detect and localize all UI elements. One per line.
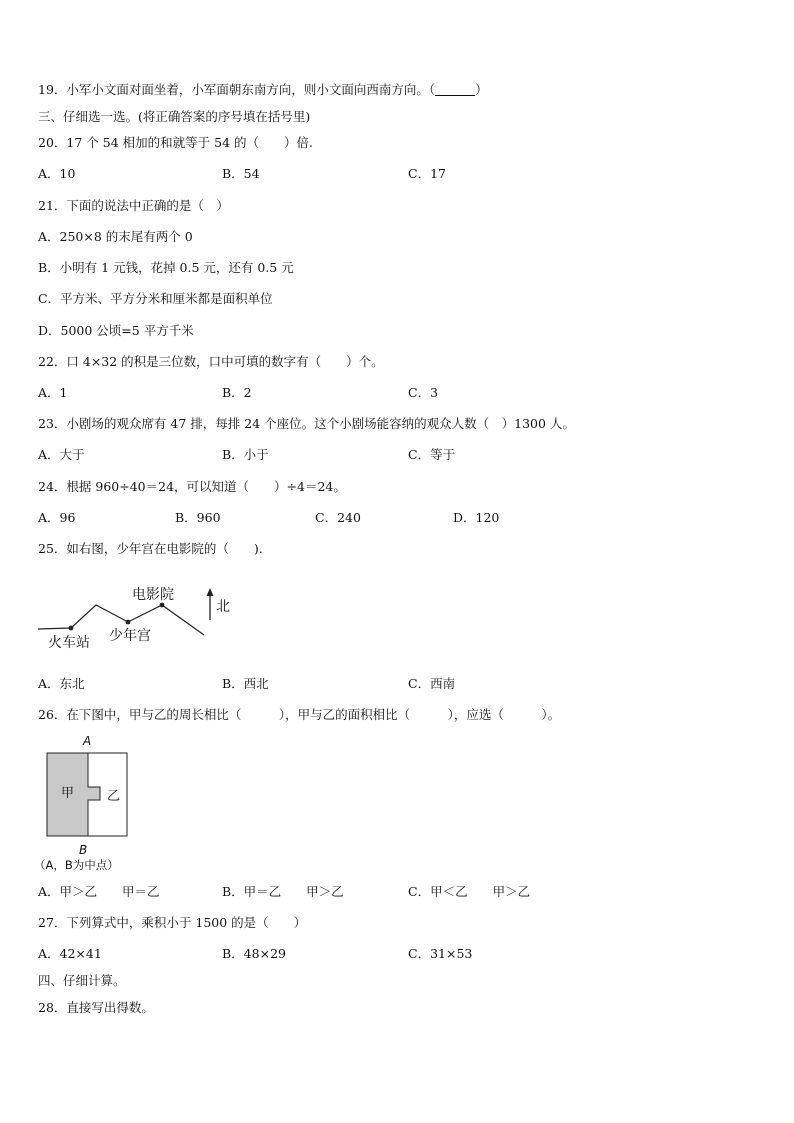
q26-option-b[interactable]: B．甲＝乙 甲＞乙 xyxy=(222,884,344,899)
q23-option-c[interactable]: C．等于 xyxy=(408,447,456,462)
palace-point xyxy=(126,620,131,625)
section-heading-4: 四、仔细计算。 xyxy=(38,973,126,988)
q20-option-a[interactable]: A．10 xyxy=(38,166,76,181)
q26-option-c[interactable]: C．甲＜乙 甲＞乙 xyxy=(408,884,531,899)
q25-option-b[interactable]: B．西北 xyxy=(222,676,269,691)
answer-blank[interactable] xyxy=(435,83,475,96)
north-arrowhead-icon xyxy=(207,588,214,596)
yi-label: 乙 xyxy=(107,789,121,804)
midpoint-note: （A，B为中点） xyxy=(34,858,119,872)
q22-option-a[interactable]: A．1 xyxy=(38,385,68,400)
question-20: 20．17 个 54 相加的和就等于 54 的（ ）倍. xyxy=(38,135,313,150)
q21-option-a[interactable]: A．250×8 的末尾有两个 0 xyxy=(38,229,193,244)
palace-label: 少年宫 xyxy=(109,628,151,644)
q27-option-c[interactable]: C．31×53 xyxy=(408,946,473,961)
question-27: 27．下列算式中，乘积小于 1500 的是（ ） xyxy=(38,915,307,930)
station-point xyxy=(69,626,74,631)
q20-option-b[interactable]: B．54 xyxy=(222,166,260,181)
q25-option-c[interactable]: C．西南 xyxy=(408,676,456,691)
question-21: 21．下面的说法中正确的是（ ） xyxy=(38,198,229,213)
q20-option-c[interactable]: C．17 xyxy=(408,166,446,181)
q24-option-a[interactable]: A．96 xyxy=(38,510,76,525)
question-25: 25．如右图，少年宫在电影院的（ ). xyxy=(38,541,263,556)
shape-comparison-figure xyxy=(30,732,150,874)
q24-option-c[interactable]: C．240 xyxy=(315,510,361,525)
question-23: 23．小剧场的观众席有 47 排，每排 24 个座位。这个小剧场能容纳的观众人数（ ）1300 人。 xyxy=(38,416,575,431)
point-a-label: A xyxy=(83,734,92,748)
question-19: 19．小军小文面对面坐着，小军面朝东南方向，则小文面向西南方向。（ ） xyxy=(38,82,488,97)
question-22: 22．口 4×32 的积是三位数，口中可填的数字有（ ）个。 xyxy=(38,354,384,369)
section-heading-3: 三、仔细选一选。(将正确答案的序号填在括号里) xyxy=(38,109,311,124)
q21-option-c[interactable]: C．平方米、平方分米和厘米都是面积单位 xyxy=(38,291,273,306)
question-24: 24．根据 960÷40＝24，可以知道（ ）÷4＝24。 xyxy=(38,479,346,494)
q27-option-b[interactable]: B．48×29 xyxy=(222,946,286,961)
direction-map-figure xyxy=(38,578,238,654)
q25-option-a[interactable]: A．东北 xyxy=(38,676,85,691)
station-label: 火车站 xyxy=(48,635,90,651)
q21-option-b[interactable]: B．小明有 1 元钱，花掉 0.5 元，还有 0.5 元 xyxy=(38,260,294,275)
q24-option-d[interactable]: D．120 xyxy=(453,510,500,525)
q24-option-b[interactable]: B．960 xyxy=(175,510,221,525)
question-28: 28．直接写出得数。 xyxy=(38,1000,154,1015)
cinema-label: 电影院 xyxy=(132,587,174,603)
jia-label: 甲 xyxy=(61,786,75,801)
question-26: 26．在下图中，甲与乙的周长相比（ ），甲与乙的面积相比（ ），应选（ ）。 xyxy=(38,707,561,722)
q23-option-b[interactable]: B．小于 xyxy=(222,447,269,462)
q23-option-a[interactable]: A．大于 xyxy=(38,447,85,462)
q26-option-a[interactable]: A．甲＞乙 甲＝乙 xyxy=(38,884,160,899)
point-b-label: B xyxy=(79,843,88,857)
cinema-point xyxy=(160,603,165,608)
north-label: 北 xyxy=(216,599,230,615)
q21-option-d[interactable]: D．5000 公顷=5 平方千米 xyxy=(38,323,194,338)
q27-option-a[interactable]: A．42×41 xyxy=(38,946,102,961)
q22-option-c[interactable]: C．3 xyxy=(408,385,439,400)
q22-option-b[interactable]: B．2 xyxy=(222,385,252,400)
